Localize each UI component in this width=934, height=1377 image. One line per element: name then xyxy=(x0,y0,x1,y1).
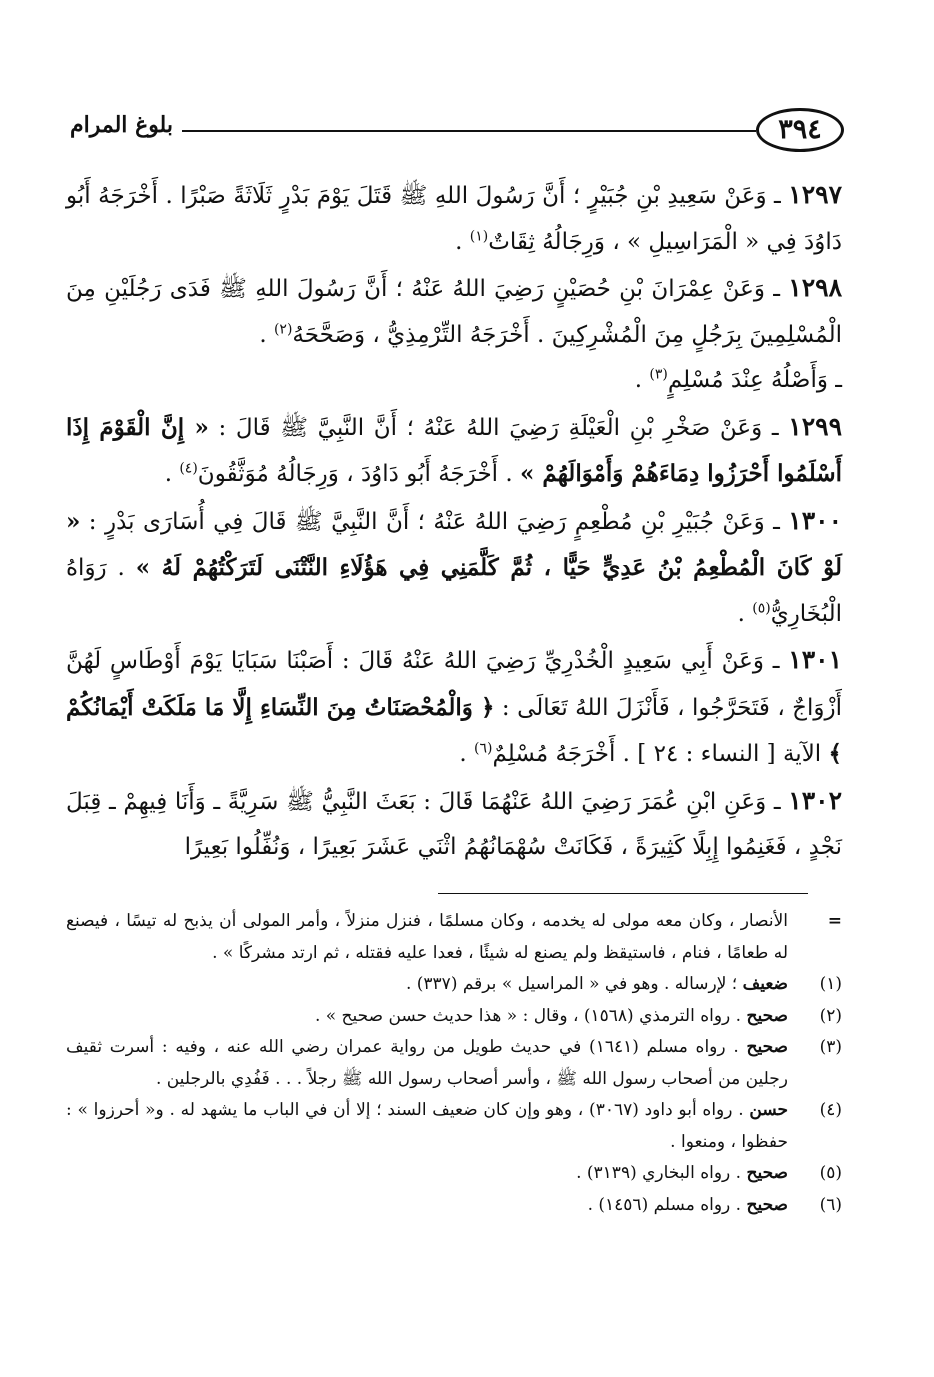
hadith-end: . xyxy=(259,321,274,348)
footnote-label: (٥) xyxy=(819,1163,842,1183)
header-rule xyxy=(182,130,756,132)
hadith-quote: « لَوْ كَانَ الْمُطْعِمُ بْنُ عَدِيٍّ حَيًّا ، ثُمَّ كَلَّمَنِي فِي هَؤُلَاءِ النَّتْنَى لَتَرَكْتُهُمْ لَهُ » xyxy=(66,507,842,581)
footnote-label: (٢) xyxy=(819,1005,842,1026)
hadith-1300 xyxy=(66,498,842,638)
hadith-1302 xyxy=(66,778,842,871)
footnote-ref: (٦) xyxy=(473,740,493,757)
footnote-text: . رواه أبو داود (٣٠٦٧) ، وهو وإن كان ضعيف السند ؛ إلا أن في الباب ما يشهد له . و« أحرزوا » : حفظوا ، ومنعوا . xyxy=(66,1100,788,1152)
hadith-text: ـ وَعَنْ أَبِي سَعِيدٍ الْخُدْرِيِّ رَضِيَ اللهُ عَنْهُ قَالَ : أَصَبْنَا سَبَايَا يَوْمَ أَوْطَاسٍ لَهُنَّ أَزْوَاجٌ ، فَتَحَرَّجُوا ، فَأَنْزَلَ اللهُ تَعَالَى : xyxy=(66,648,842,721)
footnote-item xyxy=(66,1032,842,1095)
continuation-text: الأنصار ، وكان معه مولى له يخدمه ، وكان مسلمًا ، فنزل منزلاً ، وأمر المولى أن يذبح له تيسًا ، فيصنع له طعامًا ، فنام ، فاستيقظ ولم يصنع له شيئًا ، فعدا عليه فقتله ، ثم ارتد مشركًا » . xyxy=(66,911,788,963)
hadith-number: ١٢٩٩ xyxy=(788,411,842,441)
quran-quote: ﴿ وَالْمُحْصَنَاتُ مِنَ النِّسَاءِ إِلَّا مَا مَلَكَتْ أَيْمَانُكُمْ ﴾ xyxy=(66,693,842,767)
footnote-ref: (٤) xyxy=(179,460,198,477)
hadith-source: الآية [ النساء : ٢٤ ] . أَخْرَجَهُ مُسْلِمٌ xyxy=(492,741,822,767)
hadith-text: ـ وَعَنْ جُبَيْرِ بْنِ مُطْعِمٍ رَضِيَ اللهُ عَنْهُ ؛ أَنَّ النَّبِيَّ ﷺ قَالَ فِي أُسَارَى بَدْرٍ : xyxy=(88,508,780,535)
hadith-source: . أَخْرَجَهُ أَبُو دَاوُدَ ، وَرِجَالُهُ مُوَثَّقُونَ xyxy=(197,461,513,487)
footnote-item xyxy=(66,969,842,1001)
hadith-end: . xyxy=(634,367,650,393)
footnote-grade: صحيح xyxy=(746,1194,788,1215)
hadith-extra-text: ـ وَأَصْلُهُ عِنْدَ مُسْلِمٍ xyxy=(667,367,842,393)
footnotes xyxy=(66,906,842,1221)
hadith-text: ـ وَعَنْ صَخْرِ بْنِ الْعَيْلَةِ رَضِيَ اللهُ عَنْهُ ؛ أَنَّ النَّبِيَّ ﷺ قَالَ : xyxy=(218,414,779,441)
book-title: بلوغ المرام xyxy=(70,112,173,138)
footnote-label: (٤) xyxy=(819,1100,842,1120)
footnote-grade: صحيح xyxy=(746,1037,788,1057)
hadith-1297 xyxy=(66,172,842,265)
footnote-ref: (٢) xyxy=(273,320,293,337)
footnote-text: ؛ لإرساله . وهو في « المراسيل » برقم (٣٣٧) . xyxy=(405,974,743,994)
page-number: ٣٩٤ xyxy=(756,108,844,152)
footnote-ref: (١) xyxy=(469,227,489,244)
hadith-number: ١٣٠٠ xyxy=(788,505,842,535)
hadith-1298 xyxy=(66,265,842,358)
footnote-ref: (٥) xyxy=(752,599,771,616)
hadith-text: ـ وَعَنْ عِمْرَانَ بْنِ حُصَيْنٍ رَضِيَ اللهُ عَنْهُ ؛ أَنَّ رَسُولَ اللهِ ﷺ فَدَى رَجُلَيْنِ مِنَ الْمُسْلِمِينَ بِرَجُلٍ مِنَ الْمُشْرِكِينَ . أَخْرَجَهُ التِّرْمِذِيُّ ، وَصَحَّحَهُ xyxy=(66,276,842,348)
hadith-source: . رَوَاهُ الْبُخَارِيُّ xyxy=(66,555,842,627)
footnote-item xyxy=(66,1001,842,1033)
footnote-grade: ضعيف xyxy=(742,974,788,994)
footnote-item xyxy=(66,1190,842,1222)
footnote-grade: حسن xyxy=(749,1100,788,1120)
hadith-end: . xyxy=(737,600,753,627)
footnote-text: . رواه مسلم (١٤٥٦) . xyxy=(587,1194,747,1215)
hadith-text: ـ وَعَنْ سَعِيدِ بْنِ جُبَيْرٍ ؛ أَنَّ رَسُولَ اللهِ ﷺ قَتَلَ يَوْمَ بَدْرٍ ثَلَاثَةً صَبْرًا . أَخْرَجَهُ أَبُو دَاوُدَ فِي « الْمَرَاسِيلِ » ، وَرِجَالُهُ ثِقَاتٌ xyxy=(66,183,842,255)
footnote-separator xyxy=(438,893,808,894)
page-header xyxy=(70,106,844,156)
hadith-1298-extra xyxy=(66,358,842,404)
hadith-end: . xyxy=(455,228,470,255)
hadith-number: ١٣٠٢ xyxy=(788,785,842,815)
hadith-quote: « إِنَّ الْقَوْمَ إِذَا أَسْلَمُوا أَحْرَزُوا دِمَاءَهُمْ وَأَمْوَالَهُمْ » xyxy=(66,413,842,487)
footnote-ref: (٣) xyxy=(649,366,668,383)
continuation-mark: = xyxy=(827,911,842,931)
hadith-number: ١٣٠١ xyxy=(788,645,842,674)
hadith-end: . xyxy=(459,741,474,767)
hadith-end: . xyxy=(164,461,180,487)
footnote-grade: صحيح xyxy=(746,1005,788,1026)
hadith-text: ـ وَعَنِ ابْنِ عُمَرَ رَضِيَ اللهُ عَنْهُمَا قَالَ : بَعَثَ النَّبِيُّ ﷺ سَرِيَّةً ـ وَأَنَا فِيهِمْ ـ قِبَلَ نَجْدٍ ، فَغَنِمُوا إِبِلًا كَثِيرَةً ، فَكَانَتْ سُهْمَانُهُمُ اثْنَي عَشَرَ بَعِيرًا ، وَنُفِّلُوا بَعِيرًا xyxy=(66,788,842,860)
hadith-1299 xyxy=(66,404,842,498)
footnote-label: (١) xyxy=(819,974,842,994)
footnote-grade: صحيح xyxy=(746,1163,788,1183)
footnote-text: . رواه البخاري (٣١٣٩) . xyxy=(576,1163,747,1183)
footnote-label: (٣) xyxy=(819,1037,842,1057)
hadith-body xyxy=(66,172,842,871)
hadith-number: ١٢٩٧ xyxy=(788,180,843,209)
footnote-text: . رواه مسلم (١٦٤١) في حديث طويل من رواية عمران رضي الله عنه ، وفيه : أسرت ثقيف رجلين من أصحاب رسول الله ﷺ ، وأسر أصحاب رسول الله ﷺ رجلاً . . . فَفُدِي بالرجلين . xyxy=(66,1037,788,1089)
hadith-1301 xyxy=(66,637,842,778)
footnote-text: . رواه الترمذي (١٥٦٨) ، وقال : « هذا حديث حسن صحيح » . xyxy=(314,1005,747,1026)
footnote-continuation xyxy=(66,906,842,969)
footnote-item xyxy=(66,1095,842,1158)
footnote-item xyxy=(66,1158,842,1190)
footnote-label: (٦) xyxy=(819,1194,842,1215)
hadith-number: ١٢٩٨ xyxy=(788,273,842,302)
